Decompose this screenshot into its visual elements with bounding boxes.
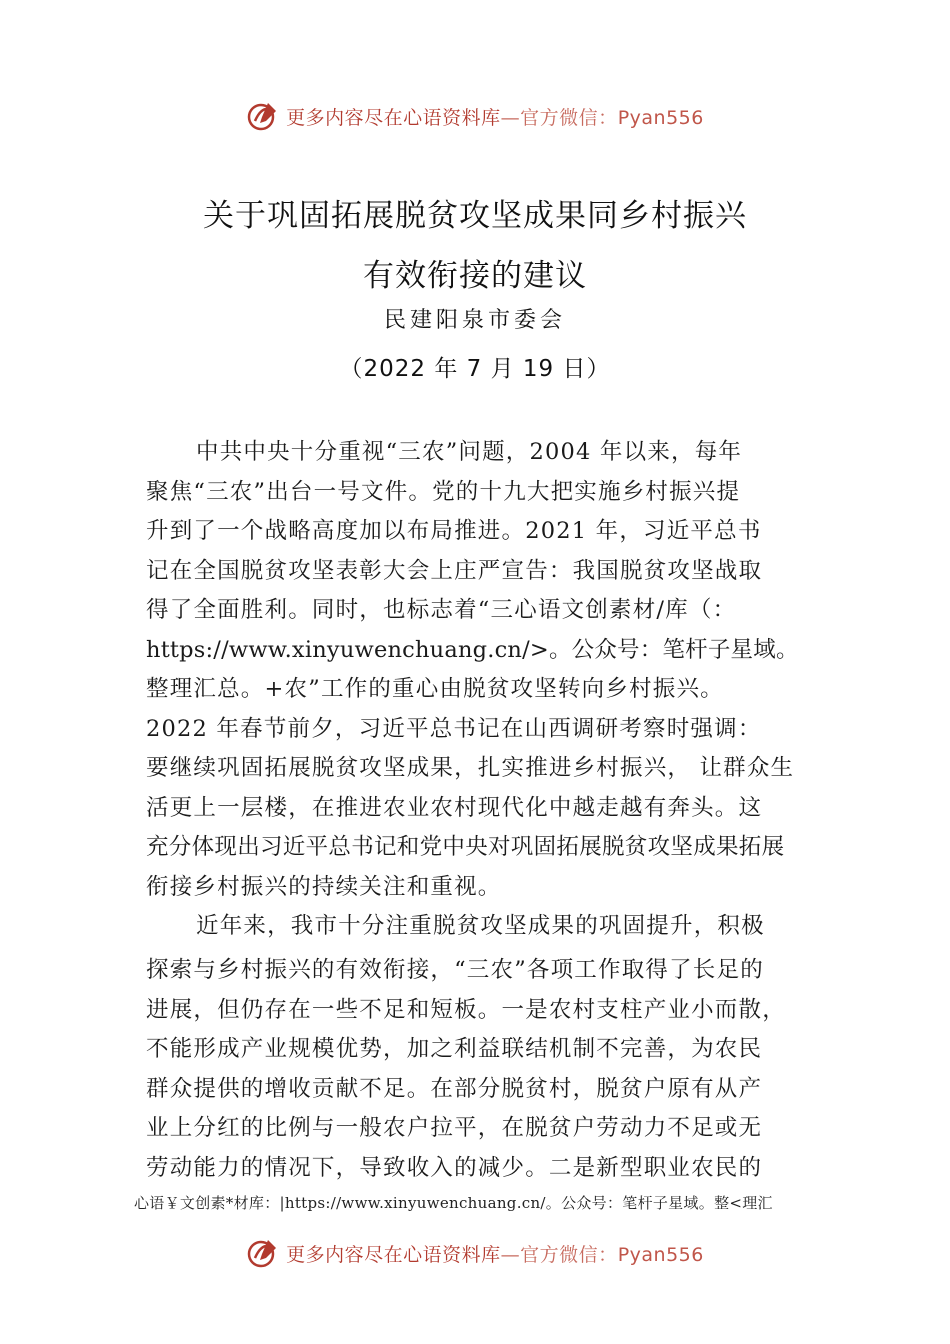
body-line-19: 劳动能力的情况下，导致收入的减少。二是新型职业农民的	[146, 1155, 763, 1181]
xinyu-logo-icon	[246, 99, 280, 133]
body-line-17: 群众提供的增收贡献不足。在部分脱贫村，脱贫户原有从产	[146, 1076, 763, 1102]
body-line-11: 充分体现出习近平总书记和党中央对巩固拓展脱贫攻坚成果拓展	[146, 834, 785, 860]
document-title-line2: 有效衔接的建议	[363, 258, 587, 294]
body-line-5: 得了全面胜利。同时，也标志着“三心语文创素材/库（：	[146, 597, 737, 623]
banner-text	[286, 103, 704, 130]
top-banner	[0, 96, 950, 136]
banner-library-name: 更多内容尽在心语资料库	[286, 106, 501, 129]
body-line-13: 近年来，我市十分注重脱贫攻坚成果的巩固提升，积极	[196, 913, 765, 939]
document-title-line1: 关于巩固拓展脱贫攻坚成果同乡村振兴	[203, 198, 747, 234]
body-line-4: 记在全国脱贫攻坚表彰大会上庄严宣告：我国脱贫攻坚战取	[146, 558, 763, 584]
banner-wechat-id: Pyan556	[617, 1243, 704, 1266]
banner-library-name: 更多内容尽在心语资料库	[286, 1243, 501, 1266]
banner-wechat-id: Pyan556	[617, 106, 704, 129]
body-line-12: 衔接乡村振兴的持续关注和重视。	[146, 874, 502, 900]
body-line-18: 业上分红的比例与一般农户拉平，在脱贫户劳动力不足或无	[146, 1115, 763, 1141]
document-date: （2022 年 7 月 19 日）	[339, 356, 611, 382]
body-line-8: 2022 年春节前夕，习近平总书记在山西调研考察时强调：	[146, 716, 762, 742]
bottom-banner	[0, 1233, 950, 1273]
body-line-14: 探索与乡村振兴的有效衔接，“三农”各项工作取得了长足的	[146, 957, 764, 983]
body-line-10: 活更上一层楼，在推进农业农村现代化中越走越有奔头。这	[146, 795, 763, 821]
body-line-6: https://www.xinyuwenchuang.cn/>。公众号：笔杆子星域。	[146, 637, 799, 663]
body-line-9: 要继续巩固拓展脱贫攻坚成果，扎实推进乡村振兴， 让群众生	[146, 755, 795, 781]
banner-text	[286, 1240, 704, 1267]
xinyu-logo-icon	[246, 1236, 280, 1270]
body-line-7: 整理汇总。+农”工作的重心由脱贫攻坚转向乡村振兴。	[146, 676, 724, 702]
body-line-15: 进展，但仍存在一些不足和短板。一是农村支柱产业小而散，	[146, 997, 786, 1023]
body-line-1: 中共中央十分重视“三农”问题，2004 年以来，每年	[196, 439, 743, 465]
banner-wechat-label: —官方微信：	[500, 106, 618, 129]
document-author: 民建阳泉市委会	[383, 308, 566, 333]
body-line-3: 升到了一个战略高度加以布局推进。2021 年，习近平总书	[146, 518, 762, 544]
body-line-2: 聚焦“三农”出台一号文件。党的十九大把实施乡村振兴提	[146, 479, 741, 505]
footer-note: 心语￥文创素*材库：|https://www.xinyuwenchuang.cn/。公众号：笔杆子星域。整<理汇	[134, 1194, 773, 1212]
body-line-16: 不能形成产业规模优势，加之利益联结机制不完善，为农民	[146, 1036, 763, 1062]
banner-wechat-label: —官方微信：	[500, 1243, 618, 1266]
